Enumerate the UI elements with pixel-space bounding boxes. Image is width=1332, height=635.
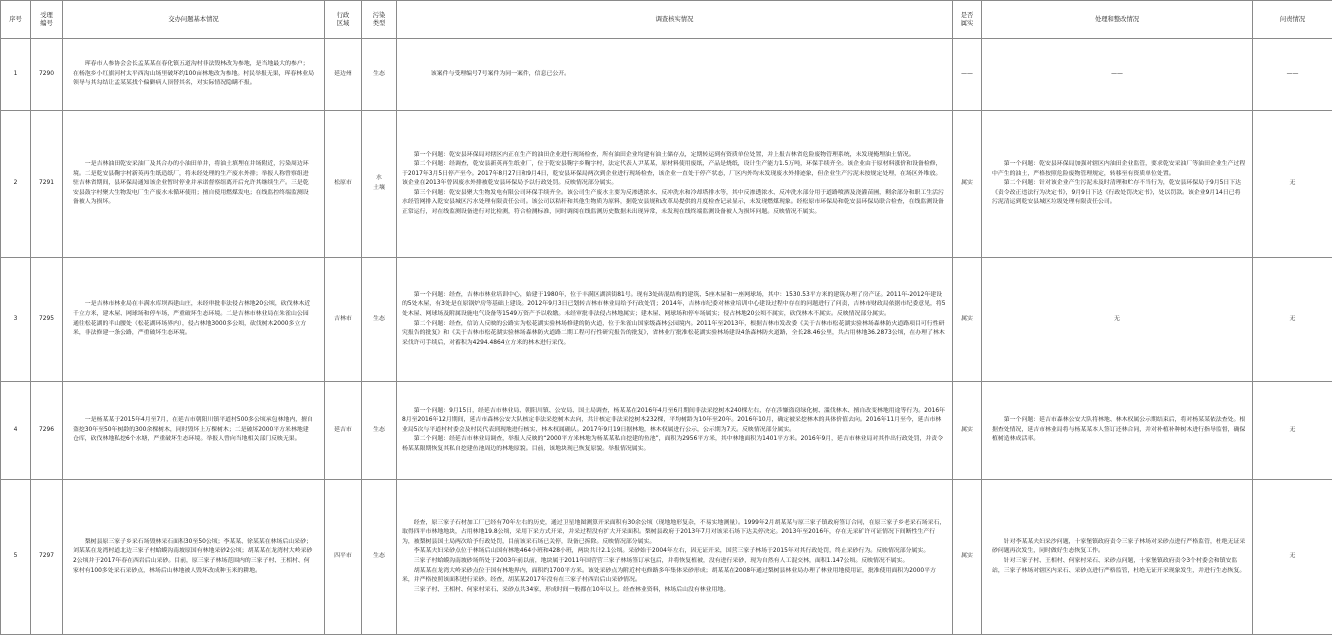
row-handling-paragraph: 针对三家子村、王相村、何家村采石、采砂点问题，十家堡镇政府责令3个村委会和镇安监站，三家子林场对辖区内采石、采砂点进行严格监管，杜绝无证开采现象发生，并进行生态恢复。 (992, 557, 1246, 576)
row-basic-situation-paragraph: 珲春市人参协会会长孟某某在春化镇五道沟村非法毁林改为参地，是当地最大的参户；在杨泡乡小红旗河村太平西沟山场里破坏约100亩林地改为参地。村民举报无果，珲春林业局领导与其勾结让孟某某找个偏僻病人顶替其名，对实际情况隐瞒不报。 (73, 60, 314, 89)
row-investigation (397, 111, 953, 258)
table-header-row (1, 1, 1332, 39)
row-case-id: 7291 (31, 111, 63, 258)
row-basic-situation-paragraph: 一是吉林油田乾安采油厂及其合办的小油田单井，将油土填埋在井场附近，污染周边环境。二是乾安县鞠字村新英再生纸造纸厂，将未经处理的生产废水外排；举报人称曾察组进驻吉林省期间，县环保局通知该企业暂时停业并承诺督察组离开后允许其继续生产。三是乾安县鼓字村聚大生物发电厂生产废水未循环使用；擅自使用燃煤发电；在线监控终端监测设备被人为损坏。 (73, 160, 314, 208)
row-investigation-paragraph: 该案件与受理编号7号案件为同一案件，信息已公开。 (419, 70, 946, 80)
row-basic-situation (63, 480, 325, 635)
row-verified: —— (953, 39, 982, 111)
row-verified: 属实 (953, 111, 982, 258)
row-region: 松原市 (325, 111, 362, 258)
row-accountability: 无 (1253, 480, 1332, 635)
table-row (1, 258, 1332, 382)
row-case-id: 7296 (31, 382, 63, 480)
row-pollution-type: 生态 (362, 39, 397, 111)
row-region: 延边州 (325, 39, 362, 111)
row-investigation-paragraph: 三家子村蛤蟆沟南坡砂场所处于2003年前以前，地块属于2011年国营营三家子林场签订承包后，并将恢复植被，没有进行采砂，现为自然有人工混交林，面积1.147公顷。反映情况不属实。 (402, 557, 946, 567)
row-investigation (397, 382, 953, 480)
row-investigation (397, 480, 953, 635)
row-case-id: 7295 (31, 258, 63, 382)
row-handling (982, 111, 1253, 258)
table-row (1, 480, 1332, 635)
row-basic-situation-paragraph: 一是杨某某于2015年4月至7月，在延吉市朝阳川镇平道村500多公顷承包林地内，擅自盗挖30年至50年树龄的300余棵树木，同时毁坏上万棵树木；二是破坏2000平方米林地建仓库，砍伐林地私挖6个水塘，严重破坏生态环境。举报人曾向当地相关部门反映无果。 (73, 416, 314, 445)
table-row (1, 382, 1332, 480)
row-basic-situation (63, 382, 325, 480)
row-investigation-paragraph: 第二个问题：经查，信访人反映的公路实为松花湖实验林场修建的防火道，位于朱雀山国家级森林公园境内。2011年至2013年，根据吉林市发改委《关于吉林市松花湖实验林场森林防火道路项目可行性研究报告的批复》和《关于吉林市松花湖实验林场森林防火道路二期工程可行性研究报告的批复》，省林业厅批准松花湖实验林场建设4条森林防火道路，全长28.46公里，共占用林地36.2873公顷，在办理了林木采伐许可手续后，对蓄积为4294.4864立方米的林木进行采伐。 (402, 320, 946, 349)
header-basic-situation: 交办问题基本情况 (63, 1, 325, 39)
row-verified: 属实 (953, 258, 982, 382)
row-basic-situation (63, 111, 325, 258)
row-handling (982, 39, 1253, 111)
row-accountability: 无 (1253, 258, 1332, 382)
row-region: 吉林市 (325, 258, 362, 382)
row-basic-situation-paragraph: 梨树县原三家子乡采石场毁林采石面积30至50公顷；李某某、徐某某在林场后山采砂；刘某某在龙湾村道北边三家子村蛤蟆沟南坡原国有林地采砂2公顷；胡某某在龙湾村大岭采砂2公顷并于2017年春在西岩后山采砂。目前，原三家子林场范围内的三家子村、王相村、何家村有100多处采石采砂点，林场后山林地被人毁坏改成种玉米的耕地。 (73, 538, 314, 576)
row-handling-paragraph: 针对李某某夫妇采沙问题，十家堡镇政府责令三家子林场对采砂点进行严格监管，杜绝无证采砂问题再次发生，同时做好生态恢复工作。 (992, 538, 1246, 557)
row-investigation-paragraph: 第三个问题：乾安县聚大生物发电有限公司环保手续齐全。该公司生产废水主要为反渗透浓水、反冲洗水和冷却塔排水等，其中反渗透浓水、反冲洗水部分用于道路喷洒及浇灌苗圃，剩余部分和职工生活污水经管网排入乾安县城区污水处理有限责任公司。该公司以秸秆和其他生物质为原料，据乾安县规和改革局提供的月度检查记录显示，未发现燃煤现象。经松原市环保局和乾安县环保局联合检查，在线监测设备正常运行，对在线监测设备进行对比检测，符合检测标准，同时调阅在线监测历史数据未出现异常，未发现在线终端监测设备被人为损坏问题。反映情况不属实。 (402, 189, 946, 218)
row-investigation-paragraph: 李某某夫妇采砂点位于林场后山国有林地464小班和428小班，两块共计2.1公顷。采砂始于2004年左右，因无证开采，国营三家子林场于2015年对其行政处罚，终止采砂行为。反映情况部分属实。 (402, 547, 946, 557)
row-pollution-type: 生态 (362, 258, 397, 382)
row-accountability: —— (1253, 39, 1332, 111)
row-index: 1 (1, 39, 31, 111)
row-accountability: 无 (1253, 111, 1332, 258)
row-region: 四平市 (325, 480, 362, 635)
row-basic-situation (63, 39, 325, 111)
row-handling (982, 382, 1253, 480)
row-verified: 属实 (953, 382, 982, 480)
row-investigation-paragraph: 第一个问题：经查，吉林市林业培训中心，始建于1980年，位于丰满区湖滨街81号。现有3处砖混结构的建筑、5座木屋和一座网球场，其中：1530.53平方米的建筑办理了房产证。2011年-2012年建设的5处木屋，有3处是在原锅炉房等基础上建设。2012年9月3日已划转吉林市林业局给予行政处罚；2014年，吉林市纪委对林业培训中心建设过程中存在的问题进行了问责，吉林市财政局依据市纪委意见，将5处木屋、网球场及附属设施电气设备等1549万资产予以收缴。未经审批非法侵占林地属实；建木屋、网球场和停车场属实；侵占林地20公顷不属实，砍伐林木不属实。反映情况部分属实。 (402, 291, 946, 320)
row-handling (982, 258, 1253, 382)
row-investigation-paragraph: 第一个问题：乾安县环保局对辖区内正在生产的油田企业进行现场检查，所有油田企业均建有油土储存点，定期转运到有资质单位处置，并上报吉林省危险废物管理系统，未发现掩埋油土情况。 (402, 151, 946, 161)
row-pollution-type: 生态 (362, 480, 397, 635)
row-investigation (397, 258, 953, 382)
row-index: 3 (1, 258, 31, 382)
row-handling (982, 480, 1253, 635)
header-accountability: 问责情况 (1253, 1, 1332, 39)
row-handling-paragraph: 第一个问题：延吉市森林公安大队将林地、林木权属公示期结束后，将对杨某某依法查处。根据查处情况，延吉市林业局将与杨某某本人签订还林合同，并对补植补种树木进行指导监督，确保植树造林成活率。 (992, 416, 1246, 445)
row-index: 4 (1, 382, 31, 480)
header-region: 行政 区域 (325, 1, 362, 39)
row-handling-paragraph: 第一个问题：乾安县环保局加强对辖区内油田企业监管，要求乾安采油厂等油田企业生产过程中产生的油土，严格按照危险废物管理规定，转移至有资质单位处置。 (992, 160, 1246, 179)
row-accountability: 无 (1253, 382, 1332, 480)
header-index: 序号 (1, 1, 31, 39)
row-investigation-paragraph: 第二个问题：经调查，乾安县新英再生纸业厂，位于乾安县鞠字乡鞠字村，法定代表人尹某某，原材料使用废纸，产品是烧纸，设计生产能力1.5万吨，环保手续齐全。该企业由于原材料涨价和设备检修，于2017年3月5日停产至今。2017年8月27日和9月4日，乾安县环保局两次到企业进行现场检查，该企业一直处于停产状态，厂区内外均未发现废水外排迹象，但企业生产污泥未按规定处理，在场区外堆放。该企业在2013年曾因废水外排被乾安县环保局予以行政处罚。反映情况部分属实。 (402, 160, 946, 189)
row-handling-paragraph: 无 (982, 315, 1252, 325)
header-pollution-type: 污染 类型 (362, 1, 397, 39)
row-investigation-paragraph: 经查，原三家子石材加工厂已经有70年左右的历史，通过卫星地图测算开采面积有30余公顷（现地地形复杂，不易实地测量）。1999年2月胡某某与原三家子镇政府签订合同，在原三家子乡老采石场采石，取得四平市林地地块，占用林地19.8公顷，采用下采方式开采，并采过程没有扩大开采面积。梨树县政府于2013年7月对该采石场下达关停决定。2013年至2016年，存在无采矿许可证情况下间断性生产行为，被梨树县国土局两次给予行政处罚，目前该采石场已关停，设备已拆除。反映情况部分属实。 (402, 519, 946, 548)
row-pollution-type: 生态 (362, 382, 397, 480)
row-investigation-paragraph: 第一个问题：9月15日，经延吉市林业局、朝阳川镇、公安局、国土局调查，杨某某在2016年4月至6月期间非法采挖树木240棵左右，存在涉嫌盗窃绿化树、滥伐林木、擅自改变林地用途等行为。2016年8月至2016年12月期间，延吉市森林公安大队核定非法采挖树木去向，共计核定非法采挖树木232棵，平均树龄为10年至20年。2016年10月，确定被采挖林木的具体价值去向。2016年11月至今，延吉市林业局5次与平道村村委会及村民代表到现地进行核实，林木权属确认。2017年9月19日据林地，林木权属进行公示，公示期为7天。反映情况部分属实。 (402, 407, 946, 436)
table-row (1, 39, 1332, 111)
row-case-id: 7290 (31, 39, 63, 111)
row-investigation (397, 39, 953, 111)
table-row (1, 111, 1332, 258)
row-handling-paragraph: 第二个问题：针对该企业产生污泥未及时清理和贮存不当行为，乾安县环保局于9月5日下达《责令改正违法行为决定书》，9月9日下达《行政处罚决定书》，处以罚款。该企业9月14日已将污泥清运到乾安县城区垃圾处理有限责任公司。 (992, 179, 1246, 208)
row-investigation-paragraph: 第二个问题：经延吉市林业局调查，举报人反映的“2000平方米林地为杨某某私自挖建的鱼池”，面积为2956平方米，其中林地面积为1401平方米。2016年9月，延吉市林业局对其作出行政处罚，并责令杨某某限期恢复其私自挖建鱼池周边的林地原貌。目前，该地块现已恢复原貌。举报情况属实。 (402, 435, 946, 454)
header-verified: 是否 属实 (953, 1, 982, 39)
row-index: 2 (1, 111, 31, 258)
header-case-id: 受理 编号 (31, 1, 63, 39)
header-investigation: 调查核实情况 (397, 1, 953, 39)
row-handling-paragraph: —— (982, 70, 1252, 80)
row-case-id: 7297 (31, 480, 63, 635)
row-index: 5 (1, 480, 31, 635)
row-region: 延吉市 (325, 382, 362, 480)
row-basic-situation (63, 258, 325, 382)
row-verified: 属实 (953, 480, 982, 635)
row-basic-situation-paragraph: 一是吉林市林业局在丰满水库坝西建山庄，未经审批非法侵占林地20公顷，砍伐林木近千立方米，建木屋、网球场和停车场，严重破坏生态环境。二是吉林市林业局在朱雀山公园通往松花湖的半山腰处（松花湖环场界内），侵占林地3000多公顷，砍伐树木2000多立方米，非法修建一条公路，严重破坏生态环境。 (73, 300, 314, 338)
row-pollution-type: 水 土壤 (362, 111, 397, 258)
row-investigation-paragraph: 胡某某在龙湾大岭采砂点位于国有林地界内，面积约1700平方米。该处采砂点为附近村屯修路多年集体采砂形成；胡某某在2008年通过梨树县林业局办理了林业用地使用证，批准使用面积为2000平方米，并严格按照该面积进行采砂。经查，胡某某2017年没有在三家子村西岩后山采砂情况。 (402, 567, 946, 586)
header-handling: 处理和整改情况 (982, 1, 1253, 39)
row-investigation-paragraph: 三家子村、王相村、何家村采石、采砂点共34家，形成时间一般都在10年以上。经查林业资料，林场后山没有林业用地。 (402, 586, 946, 596)
